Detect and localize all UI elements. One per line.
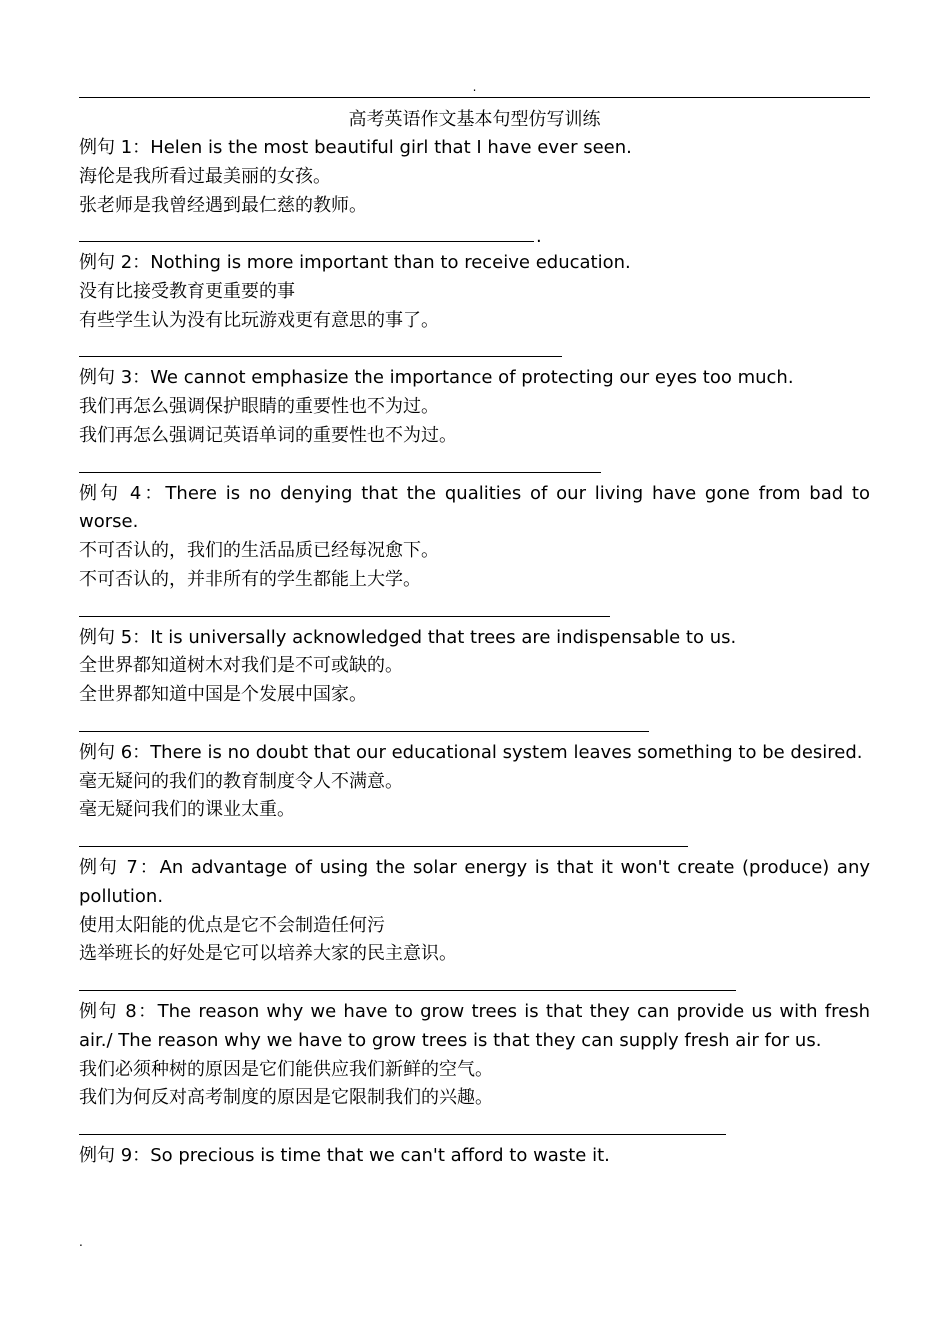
- example-9-english: So precious is time that we can't afford to waste it.: [150, 1144, 610, 1166]
- example-1-answer-blank: [79, 220, 870, 249]
- example-6-answer-blank: [79, 825, 870, 854]
- example-1-sentence: [79, 134, 870, 163]
- example-2-practice-cn: 有些学生认为没有比玩游戏更有意思的事了。: [79, 309, 439, 331]
- example-8-sentence: [79, 998, 870, 1056]
- example-5-label: 例句 5：: [79, 626, 151, 648]
- answer-line: [79, 616, 610, 617]
- answer-line: [79, 472, 601, 473]
- example-1-model-cn: 海伦是我所看过最美丽的女孩。: [79, 165, 331, 187]
- example-3-model-cn: 我们再怎么强调保护眼睛的重要性也不为过。: [79, 396, 439, 418]
- header-rule: [79, 97, 870, 98]
- example-7-answer-blank: [79, 969, 870, 998]
- example-4-label: 例句 4：: [79, 482, 166, 504]
- example-8-label: 例句 8：: [79, 1000, 158, 1022]
- example-2-model-cn: 没有比接受教育更重要的事: [79, 280, 295, 302]
- example-3-answer-blank: [79, 451, 870, 480]
- footer-mark: .: [79, 1235, 83, 1249]
- example-3-sentence: [79, 364, 870, 393]
- example-9-label: 例句 9：: [79, 1144, 151, 1166]
- example-7-model-cn: 使用太阳能的优点是它不会制造任何污: [79, 914, 385, 936]
- header-mark: .: [472, 80, 477, 94]
- example-2-english: Nothing is more important than to receive education.: [150, 252, 631, 274]
- example-7-english: An advantage of using the solar energy is that it won't create (produce) any pollution.: [79, 856, 870, 907]
- example-1-label: 例句 1：: [79, 137, 151, 158]
- answer-period: .: [536, 226, 542, 248]
- example-3-english: We cannot emphasize the importance of protecting our eyes too much.: [150, 367, 794, 389]
- example-2-sentence: [79, 249, 870, 278]
- example-1-english: Helen is the most beautiful girl that I have ever seen.: [150, 137, 632, 158]
- example-1-practice-cn: 张老师是我曾经遇到最仁慈的教师。: [79, 194, 367, 216]
- answer-line: [79, 241, 534, 242]
- example-4-model-cn: 不可否认的，我们的生活品质已经每况愈下。: [79, 540, 439, 562]
- example-5-english: It is universally acknowledged that trees are indispensable to us.: [150, 626, 737, 648]
- answer-line: [79, 846, 688, 847]
- page-title: 高考英语作文基本句型仿写训练: [348, 109, 601, 130]
- document-page: [79, 0, 870, 1342]
- example-4-practice-cn: 不可否认的，并非所有的学生都能上大学。: [79, 568, 421, 590]
- example-6-practice-cn: 毫无疑问我们的课业太重。: [79, 799, 295, 821]
- answer-line: [79, 1134, 726, 1135]
- example-6-english: There is no doubt that our educational system leaves something to be desired.: [150, 741, 863, 763]
- example-8-model-cn: 我们必须种树的原因是它们能供应我们新鲜的空气。: [79, 1058, 493, 1080]
- answer-line: [79, 731, 649, 732]
- example-4-answer-blank: [79, 595, 870, 624]
- example-7-label: 例句 7：: [79, 856, 160, 878]
- answer-line: [79, 356, 562, 357]
- example-8-answer-blank: [79, 1113, 870, 1142]
- example-7-practice-cn: 选举班长的好处是它可以培养大家的民主意识。: [79, 943, 457, 965]
- example-7-sentence: [79, 854, 870, 912]
- example-5-model-cn: 全世界都知道树木对我们是不可或缺的。: [79, 655, 403, 677]
- example-8-english: The reason why we have to grow trees is that they can provide us with fresh air./ The reason why we have to grow trees is that they can supply fresh air for us.: [79, 1000, 870, 1051]
- example-4-sentence: [79, 480, 870, 538]
- example-5-answer-blank: [79, 710, 870, 739]
- example-8-practice-cn: 我们为何反对高考制度的原因是它限制我们的兴趣。: [79, 1087, 493, 1109]
- example-4-english: There is no denying that the qualities of our living have gone from bad to worse.: [79, 482, 870, 533]
- example-9-sentence: [79, 1142, 870, 1171]
- example-2-label: 例句 2：: [79, 252, 151, 274]
- example-5-sentence: [79, 624, 870, 653]
- answer-line: [79, 990, 736, 991]
- example-5-practice-cn: 全世界都知道中国是个发展中国家。: [79, 684, 367, 706]
- example-2-answer-blank: [79, 336, 870, 365]
- example-3-label: 例句 3：: [79, 367, 151, 389]
- example-3-practice-cn: 我们再怎么强调记英语单词的重要性也不为过。: [79, 424, 457, 446]
- example-6-model-cn: 毫无疑问的我们的教育制度令人不满意。: [79, 770, 403, 792]
- example-6-label: 例句 6：: [79, 741, 151, 763]
- example-6-sentence: [79, 739, 870, 768]
- worksheet-content: [79, 105, 870, 1171]
